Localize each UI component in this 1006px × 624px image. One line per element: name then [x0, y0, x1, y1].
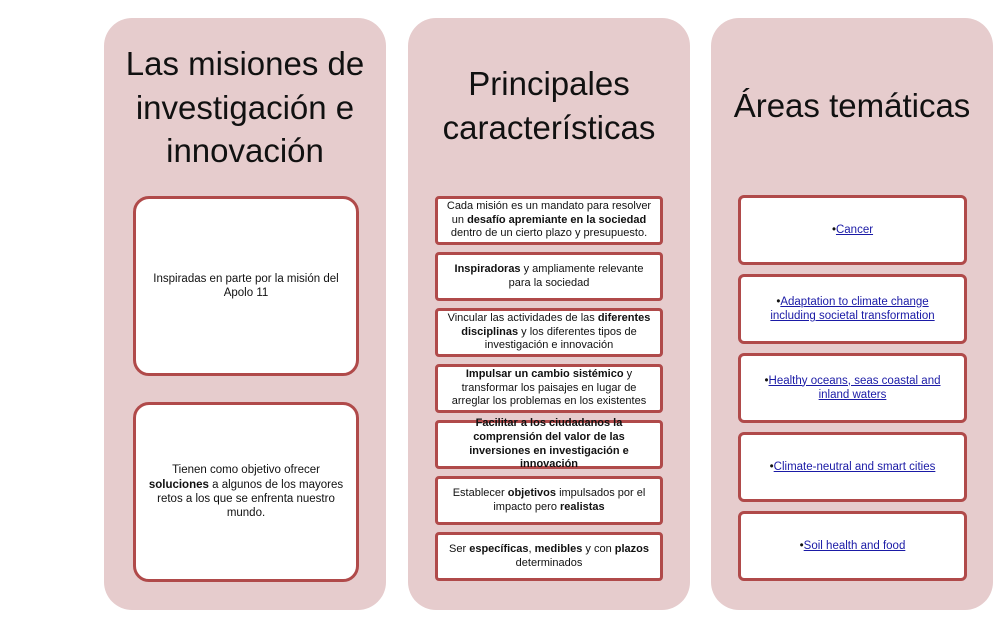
card-inspiradoras — [435, 252, 663, 301]
text-segment: y transformar los paisajes en lugar de arreglar los problemas en los existentes — [451, 367, 647, 408]
area-oceans — [738, 353, 967, 423]
bold-text: diferentes disciplinas — [461, 311, 651, 338]
area-link-cities[interactable]: Climate-neutral and smart cities — [773, 460, 936, 473]
bold-text: Impulsar un cambio sistémico — [465, 367, 624, 380]
bold-text: específicas — [469, 542, 529, 555]
area-link-climate-adaptation[interactable]: Adaptation to climate change including societal transformation — [770, 295, 935, 322]
text-segment: y con — [582, 542, 615, 555]
text-segment: y ampliamente relevante para la sociedad — [508, 262, 644, 289]
panel-title-misiones: Las misiones de investigación e innovación — [125, 45, 365, 170]
bold-text: soluciones — [148, 478, 209, 491]
card-text — [444, 487, 654, 515]
bold-text: Inspiradoras — [454, 262, 521, 275]
bold-text: desafío apremiante en la sociedad — [467, 213, 647, 226]
panel-title-caracteristicas: Principales características — [442, 65, 656, 146]
card-especificas — [435, 532, 663, 581]
bold-text: plazos — [614, 542, 649, 555]
card-ciudadanos — [435, 417, 663, 471]
area-link-soil[interactable]: Soil health and food — [803, 539, 906, 552]
card-text — [146, 272, 346, 301]
text-segment: Inspiradas en parte por la misión del Apolo 11 — [153, 272, 339, 299]
card-cambio-sistemico — [435, 364, 663, 413]
bold-text: realistas — [560, 500, 605, 513]
bullet: • — [799, 539, 804, 552]
card-text — [444, 312, 654, 353]
text-segment: impulsados por el impacto pero — [493, 486, 646, 513]
area-soil — [738, 511, 967, 581]
panel-title-areas: Áreas temáticas — [733, 87, 971, 124]
text-segment: Tienen como objetivo ofrecer — [172, 464, 320, 477]
text-segment: a algunos de los mayores retos a los que se enfrenta nuestro mundo. — [157, 478, 344, 520]
card-objetivos — [435, 476, 663, 525]
card-disciplinas — [435, 308, 663, 357]
text-segment: Establecer — [452, 486, 508, 499]
bullet: • — [769, 460, 774, 473]
area-cancer — [738, 195, 967, 265]
area-climate-adaptation — [738, 274, 967, 344]
area-cities — [738, 432, 967, 502]
card-text — [444, 200, 654, 241]
text-segment: , — [528, 542, 535, 555]
text-segment: Vincular las actividades de las — [447, 311, 598, 324]
bold-text: objetivos — [507, 486, 557, 499]
text-segment: y los diferentes tipos de investigación e innovación — [484, 325, 637, 352]
card-text — [444, 263, 654, 291]
card-text — [444, 417, 654, 472]
card-mandato — [435, 196, 663, 245]
bullet: • — [831, 223, 836, 236]
bold-text: medibles — [534, 542, 583, 555]
panel-caracteristicas — [408, 18, 690, 610]
card-text — [146, 463, 346, 521]
text-segment: Cada misión es un mandato para resolver un — [446, 199, 652, 226]
area-link-oceans[interactable]: Healthy oceans, seas coastal and inland waters — [768, 374, 941, 401]
card-apolo — [133, 196, 359, 376]
bullet: • — [764, 374, 769, 387]
text-segment: determinados — [515, 556, 583, 569]
text-segment: dentro de un cierto plazo y presupuesto. — [450, 227, 648, 240]
text-segment: Ser — [449, 542, 470, 555]
card-text — [444, 368, 654, 409]
area-link-cancer[interactable]: Cancer — [835, 223, 874, 236]
card-text — [444, 543, 654, 571]
bullet: • — [776, 295, 781, 308]
bold-text: Facilitar a los ciudadanos la comprensión del valor de las inversiones en investigación e innovación — [469, 417, 629, 471]
panel-areas — [711, 18, 993, 610]
card-soluciones — [133, 402, 359, 582]
panel-misiones — [104, 18, 386, 610]
